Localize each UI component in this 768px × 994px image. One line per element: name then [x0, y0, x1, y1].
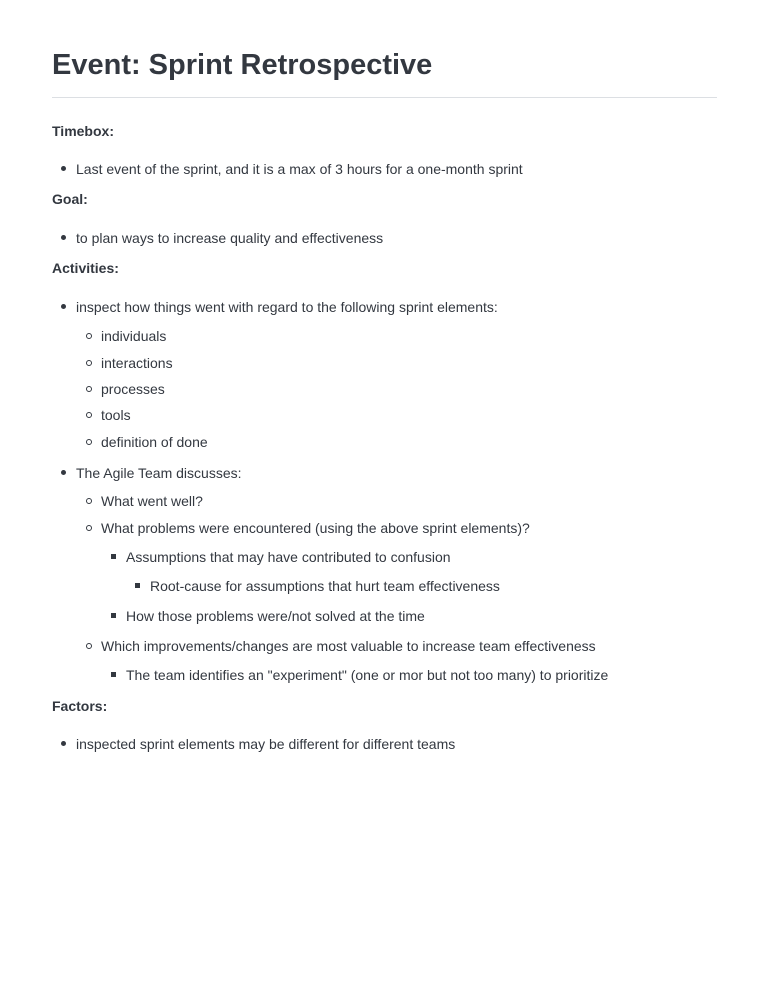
- assumptions-item: Assumptions that may have contributed to confusion: [126, 549, 451, 565]
- goal-item: to plan ways to increase quality and effectiveness: [76, 230, 384, 246]
- activities-inspect-item: inspect how things went with regard to the following sprint elements:: [76, 299, 498, 315]
- factors-label: Factors:: [52, 698, 108, 714]
- sprint-element-item: interactions: [101, 355, 173, 371]
- factors-item: inspected sprint elements may be different for different teams: [76, 736, 456, 752]
- sprint-element-item: processes: [101, 381, 165, 397]
- root-cause-item: Root-cause for assumptions that hurt team effectiveness: [150, 578, 500, 594]
- title-divider: [52, 97, 717, 98]
- problems-item: What problems were encountered (using the above sprint elements)?: [101, 520, 530, 536]
- sprint-element-item: tools: [101, 407, 131, 423]
- sprint-element-item: definition of done: [101, 434, 208, 450]
- experiment-item: The team identifies an "experiment" (one or mor but not too many) to prioritize: [126, 667, 609, 683]
- improvements-item: Which improvements/changes are most valuable to increase team effectiveness: [101, 638, 596, 654]
- went-well-item: What went well?: [101, 493, 203, 509]
- agile-team-discusses-item: The Agile Team discusses:: [76, 465, 242, 481]
- timebox-label: Timebox:: [52, 123, 114, 139]
- problems-solved-item: How those problems were/not solved at the time: [126, 608, 425, 624]
- sprint-element-item: individuals: [101, 328, 167, 344]
- timebox-item: Last event of the sprint, and it is a max of 3 hours for a one-month sprint: [76, 161, 523, 177]
- activities-label: Activities:: [52, 260, 119, 276]
- goal-label: Goal:: [52, 191, 88, 207]
- page-title: Event: Sprint Retrospective: [52, 49, 433, 81]
